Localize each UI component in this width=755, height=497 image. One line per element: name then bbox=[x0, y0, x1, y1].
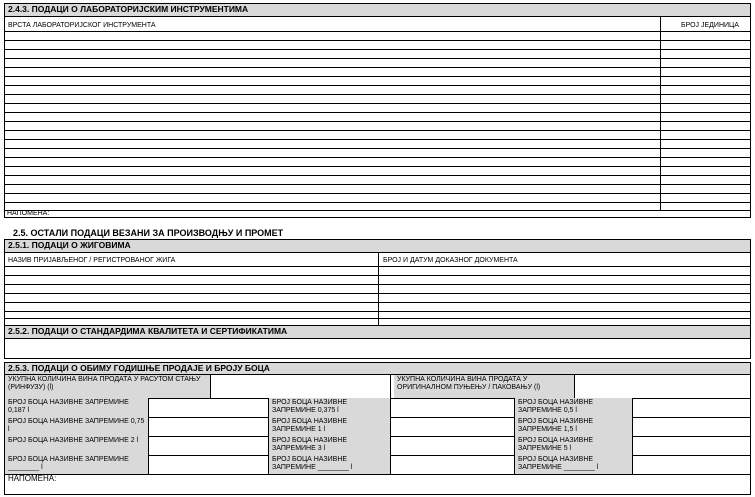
lab-row-line bbox=[5, 166, 750, 167]
lab-note: НАПОМЕНА: bbox=[7, 210, 50, 217]
bottle-count-value[interactable] bbox=[391, 398, 515, 417]
lab-row-line bbox=[5, 202, 750, 203]
bottle-count-label: БРОЈ БОЦА НАЗИВНЕ ЗАПРЕМИНЕ 5 l bbox=[515, 436, 633, 455]
stamp-row-line bbox=[5, 302, 750, 303]
bottle-count-label: БРОЈ БОЦА НАЗИВНЕ ЗАПРЕМИНЕ 0,375 l bbox=[269, 398, 391, 417]
bottle-count-value[interactable] bbox=[149, 417, 269, 436]
col-instrument-type: ВРСТА ЛАБОРАТОРИЈСКОГ ИНСТРУМЕНТА bbox=[8, 22, 156, 29]
stamp-row-line bbox=[5, 275, 750, 276]
stamp-row-line bbox=[5, 266, 750, 267]
bottle-count-label: БРОЈ БОЦА НАЗИВНЕ ЗАПРЕМИНЕ 0,187 l bbox=[5, 398, 149, 417]
lab-row-line bbox=[5, 184, 750, 185]
stamp-row-line bbox=[5, 293, 750, 294]
lab-row-line bbox=[5, 139, 750, 140]
bottle-count-value[interactable] bbox=[391, 417, 515, 436]
bottle-count-label: БРОЈ БОЦА НАЗИВНЕ ЗАПРЕМИНЕ 1,5 l bbox=[515, 417, 633, 436]
lab-row-line bbox=[5, 193, 750, 194]
bottle-count-value[interactable] bbox=[149, 436, 269, 455]
bottle-count-value[interactable] bbox=[391, 455, 515, 474]
stamps-column-divider bbox=[378, 253, 379, 325]
bottle-count-label: БРОЈ БОЦА НАЗИВНЕ ЗАПРЕМИНЕ 0,75 l bbox=[5, 417, 149, 436]
bottle-count-value[interactable] bbox=[633, 436, 750, 455]
bottle-count-value[interactable] bbox=[633, 455, 750, 474]
lab-row-line bbox=[5, 94, 750, 95]
lab-row-line bbox=[5, 40, 750, 41]
stamps-table bbox=[4, 239, 751, 326]
lab-row-line bbox=[5, 49, 750, 50]
lab-row-line bbox=[5, 112, 750, 113]
lab-instruments-table bbox=[4, 3, 751, 218]
bottled-wine-value[interactable] bbox=[575, 375, 750, 398]
bottle-count-value[interactable] bbox=[633, 417, 750, 436]
bottle-count-label: БРОЈ БОЦА НАЗИВНЕ ЗАПРЕМИНЕ 2 l bbox=[5, 436, 149, 455]
sales-title: 2.5.3. ПОДАЦИ О ОБИМУ ГОДИШЊЕ ПРОДАЈЕ И БРОЈУ БОЦА bbox=[5, 363, 750, 375]
sales-note: НАПОМЕНА: bbox=[8, 474, 57, 483]
lab-row-line bbox=[5, 210, 750, 211]
stamp-row-line bbox=[5, 311, 750, 312]
col-unit-count: БРОЈ ЈЕДИНИЦА bbox=[681, 22, 739, 29]
bottle-count-label: БРОЈ БОЦА НАЗИВНЕ ЗАПРЕМИНЕ ________ l bbox=[515, 455, 633, 474]
bulk-wine-label: УКУПНА КОЛИЧИНА ВИНА ПРОДАТА У РАСУТОМ СТАЊУ (РИНФУЗУ) (l) bbox=[5, 375, 211, 398]
section-2-5-title: 2.5. ОСТАЛИ ПОДАЦИ ВЕЗАНИ ЗА ПРОИЗВОДЊУ И ПРОМЕТ bbox=[13, 228, 284, 238]
bottle-count-label: БРОЈ БОЦА НАЗИВНЕ ЗАПРЕМИНЕ 3 l bbox=[269, 436, 391, 455]
lab-row-line bbox=[5, 85, 750, 86]
lab-row-line bbox=[5, 121, 750, 122]
lab-row-line bbox=[5, 130, 750, 131]
bottle-count-value[interactable] bbox=[633, 398, 750, 417]
bottle-count-value[interactable] bbox=[149, 455, 269, 474]
bottle-count-label: БРОЈ БОЦА НАЗИВНЕ ЗАПРЕМИНЕ ________ l bbox=[5, 455, 149, 474]
bottle-count-label: БРОЈ БОЦА НАЗИВНЕ ЗАПРЕМИНЕ 1 l bbox=[269, 417, 391, 436]
standards-title: 2.5.2. ПОДАЦИ О СТАНДАРДИМА КВАЛИТЕТА И СЕРТИФИКАТИМА bbox=[5, 326, 750, 339]
lab-row-line bbox=[5, 175, 750, 176]
lab-column-divider bbox=[660, 17, 661, 210]
col-proof-document: БРОЈ И ДАТУМ ДОКАЗНОГ ДОКУМЕНТА bbox=[383, 257, 518, 264]
bottle-row-line bbox=[5, 474, 750, 475]
bottled-wine-label: УКУПНА КОЛИЧИНА ВИНА ПРОДАТА У ОРИГИНАЛНОМ ПУЊЕЊУ / ПАКОВАЊУ (l) bbox=[394, 375, 575, 398]
lab-row-line bbox=[5, 103, 750, 104]
lab-row-line bbox=[5, 67, 750, 68]
lab-instruments-title: 2.4.3. ПОДАЦИ О ЛАБОРАТОРИЈСКИМ ИНСТРУМЕНТИМА bbox=[5, 4, 750, 17]
lab-row-line bbox=[5, 157, 750, 158]
bulk-wine-value[interactable] bbox=[211, 375, 391, 398]
stamp-row-line bbox=[5, 284, 750, 285]
stamps-title: 2.5.1. ПОДАЦИ О ЖИГОВИМА bbox=[5, 240, 750, 253]
standards-table bbox=[4, 325, 751, 359]
bottle-count-label: БРОЈ БОЦА НАЗИВНЕ ЗАПРЕМИНЕ ________ l bbox=[269, 455, 391, 474]
col-stamp-name: НАЗИВ ПРИЈАВЉЕНОГ / РЕГИСТРОВАНОГ ЖИГА bbox=[8, 257, 176, 264]
stamp-row-line bbox=[5, 318, 750, 319]
lab-row-line bbox=[5, 31, 750, 32]
bottle-count-value[interactable] bbox=[391, 436, 515, 455]
lab-row-line bbox=[5, 148, 750, 149]
sales-table bbox=[4, 362, 751, 495]
bottle-count-value[interactable] bbox=[149, 398, 269, 417]
lab-row-line bbox=[5, 58, 750, 59]
lab-row-line bbox=[5, 76, 750, 77]
bottle-count-label: БРОЈ БОЦА НАЗИВНЕ ЗАПРЕМИНЕ 0,5 l bbox=[515, 398, 633, 417]
